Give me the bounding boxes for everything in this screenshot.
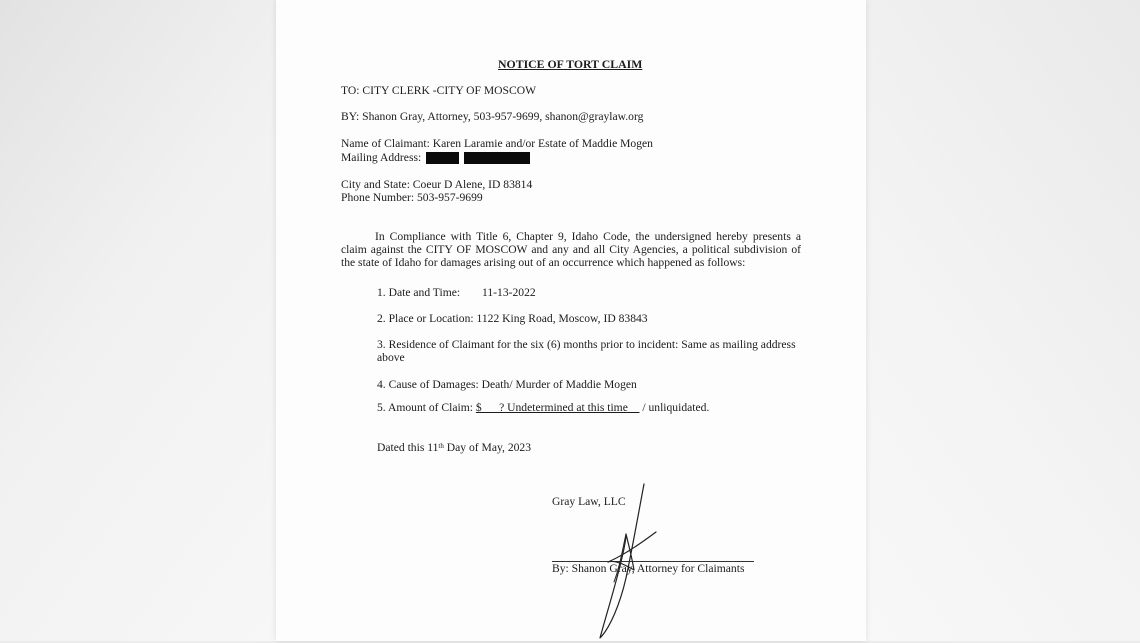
redaction-bar xyxy=(426,152,459,164)
by-line: BY: Shanon Gray, Attorney, 503-957-9699, shanon@graylaw.org xyxy=(341,110,644,123)
dated-sup: th xyxy=(438,442,444,450)
dated-suffix: Day of May, 2023 xyxy=(443,441,532,454)
item-cause: 4. Cause of Damages: Death/ Murder of Maddie Mogen xyxy=(377,378,637,391)
city-state: City and State: Coeur D Alene, ID 83814 xyxy=(341,178,533,191)
item-amount-value: $___? Undetermined at this time__ xyxy=(475,401,640,414)
background-right xyxy=(860,0,1140,641)
item-residence-line2: above xyxy=(377,351,405,364)
dated-line xyxy=(377,441,531,455)
signature-by: By: Shanon Gray, Attorney for Claimants xyxy=(552,562,745,575)
claimant-name: Name of Claimant: Karen Laramie and/or Estate of Maddie Mogen xyxy=(341,137,653,150)
document-page xyxy=(276,0,866,641)
to-line: TO: CITY CLERK -CITY OF MOSCOW xyxy=(341,84,537,97)
mailing-address-label: Mailing Address: xyxy=(341,151,422,164)
compliance-paragraph: In Compliance with Title 6, Chapter 9, Idaho Code, the undersigned hereby presents a claim against the CITY OF MOSCOW and any and all City Agencies, a political subdivision of the state of Idaho for damages arising out of an occurrence which happened as follows: xyxy=(341,230,801,269)
background-left xyxy=(0,0,280,641)
firm-name: Gray Law, LLC xyxy=(552,495,626,508)
item-amount xyxy=(377,401,709,415)
document-title: NOTICE OF TORT CLAIM xyxy=(498,57,643,71)
handwritten-signature xyxy=(586,478,666,643)
item-place: 2. Place or Location: 1122 King Road, Moscow, ID 83843 xyxy=(377,312,648,325)
item-amount-suffix: / unliquidated. xyxy=(639,401,710,414)
phone-number: Phone Number: 503-957-9699 xyxy=(341,191,483,204)
dated-prefix: Dated this 11 xyxy=(377,441,439,454)
item-residence-line1: 3. Residence of Claimant for the six (6) months prior to incident: Same as mailing address xyxy=(377,338,796,351)
item-date-label: 1. Date and Time: xyxy=(377,286,461,299)
item-date-value: 11-13-2022 xyxy=(482,286,536,299)
redaction-bar xyxy=(464,152,530,164)
item-amount-label: 5. Amount of Claim: xyxy=(377,401,476,414)
